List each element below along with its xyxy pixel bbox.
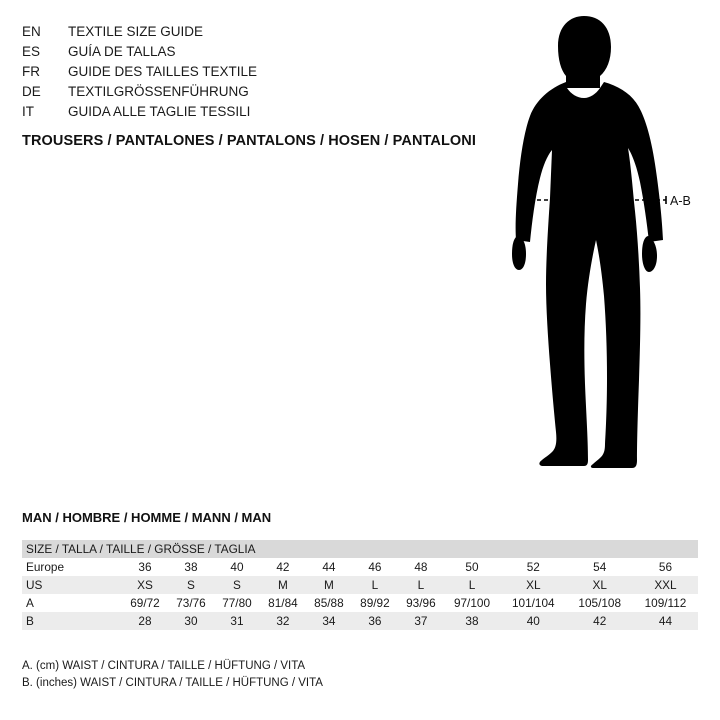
table-cell: 30 (168, 612, 214, 630)
table-cell: 46 (352, 558, 398, 576)
table-cell: 40 (500, 612, 566, 630)
table-row (22, 612, 698, 630)
table-cell: 52 (500, 558, 566, 576)
table-cell: L (444, 576, 500, 594)
language-code: IT (22, 104, 34, 119)
size-table (22, 540, 698, 630)
language-title: GUIDA ALLE TAGLIE TESSILI (68, 104, 251, 119)
table-cell: S (168, 576, 214, 594)
language-row (22, 102, 482, 122)
table-cell: 73/76 (168, 594, 214, 612)
language-code: EN (22, 24, 41, 39)
table-cell: M (260, 576, 306, 594)
language-title: TEXTILE SIZE GUIDE (68, 24, 204, 39)
table-cell: 42 (567, 612, 633, 630)
row-label: B (22, 612, 122, 630)
table-cell: 44 (633, 612, 698, 630)
table-row (22, 594, 698, 612)
table-cell: M (306, 576, 352, 594)
table-cell: 81/84 (260, 594, 306, 612)
table-cell: 32 (260, 612, 306, 630)
language-row (22, 82, 482, 102)
table-cell: 38 (168, 558, 214, 576)
language-code: ES (22, 44, 41, 59)
table-section-title: MAN / HOMBRE / HOMME / MANN / MAN (22, 510, 272, 525)
table-cell: 38 (444, 612, 500, 630)
table-header-label: SIZE / TALLA / TAILLE / GRÖSSE / TAGLIA (22, 540, 698, 558)
table-cell: 50 (444, 558, 500, 576)
table-cell: 109/112 (633, 594, 698, 612)
table-cell: XXL (633, 576, 698, 594)
table-cell: XL (500, 576, 566, 594)
row-label: A (22, 594, 122, 612)
footnotes (22, 658, 323, 692)
table-cell: 31 (214, 612, 260, 630)
language-code: DE (22, 84, 41, 99)
language-row (22, 62, 482, 82)
footnote-a: A. (cm) WAIST / CINTURA / TAILLE / HÜFTUNG / VITA (22, 660, 306, 672)
garment-type-title: TROUSERS / PANTALONES / PANTALONS / HOSEN / PANTALONI (22, 133, 477, 149)
table-cell: 37 (398, 612, 444, 630)
row-label: US (22, 576, 122, 594)
row-label: Europe (22, 558, 122, 576)
table-cell: L (398, 576, 444, 594)
table-cell: 69/72 (122, 594, 168, 612)
table-header-row (22, 540, 698, 558)
table-cell: XS (122, 576, 168, 594)
man-silhouette-icon (512, 16, 663, 468)
table-cell: 36 (122, 558, 168, 576)
language-row (22, 22, 482, 42)
table-cell: 89/92 (352, 594, 398, 612)
language-row (22, 42, 482, 62)
language-title-list (22, 22, 482, 122)
table-cell: 40 (214, 558, 260, 576)
table-cell: L (352, 576, 398, 594)
table-cell: 93/96 (398, 594, 444, 612)
table-cell: S (214, 576, 260, 594)
figure-illustration (480, 8, 720, 488)
footnote-b: B. (inches) WAIST / CINTURA / TAILLE / HÜFTUNG / VITA (22, 677, 323, 689)
table-cell: 101/104 (500, 594, 566, 612)
table-row (22, 576, 698, 594)
table-cell: XL (567, 576, 633, 594)
table-cell: 97/100 (444, 594, 500, 612)
table-row (22, 558, 698, 576)
table-cell: 77/80 (214, 594, 260, 612)
table-cell: 42 (260, 558, 306, 576)
table-cell: 28 (122, 612, 168, 630)
table-cell: 56 (633, 558, 698, 576)
language-title: TEXTILGRÖSSENFÜHRUNG (68, 84, 249, 99)
table-cell: 85/88 (306, 594, 352, 612)
table-cell: 105/108 (567, 594, 633, 612)
table-cell: 36 (352, 612, 398, 630)
language-title: GUÍA DE TALLAS (68, 44, 176, 59)
table-cell: 44 (306, 558, 352, 576)
measure-label-ab: A-B (670, 194, 691, 208)
table-cell: 48 (398, 558, 444, 576)
table-cell: 34 (306, 612, 352, 630)
language-code: FR (22, 64, 40, 79)
table-cell: 54 (567, 558, 633, 576)
language-title: GUIDE DES TAILLES TEXTILE (68, 64, 258, 79)
